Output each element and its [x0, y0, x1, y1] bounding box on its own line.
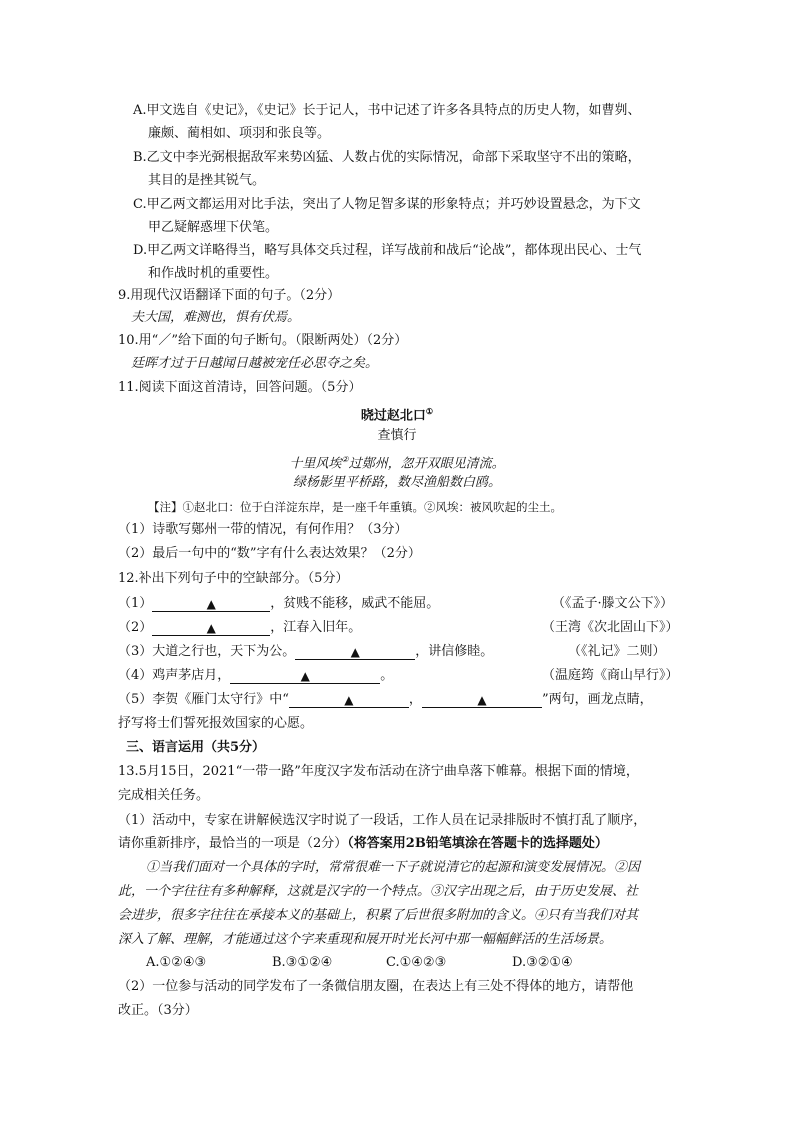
q12-item-5-c: ”两句，画龙点睛，: [541, 692, 653, 707]
q12-item-1-blank[interactable]: [152, 596, 270, 612]
poem-title: [0, 403, 794, 424]
poem-line-2: 绿杨影里平桥路，数尽渔船数白鸥。: [292, 475, 501, 490]
q8-option-a-line1: A.甲文选自《史记》，《史记》长于记人，书中记述了许多各具特点的历史人物，如曹刿、: [133, 103, 641, 118]
q12-item-4-text: 。: [380, 668, 394, 683]
q13-option-b: B.③①②④: [272, 955, 333, 970]
q12-item-4-blank[interactable]: [230, 668, 380, 684]
q13-sub2-line2: 改正。（3分）: [118, 1003, 198, 1018]
q13-option-d: D.③②①④: [512, 955, 573, 970]
q9-text: 夫大国，难测也，惧有伏焉。: [131, 310, 301, 325]
q12-item-5: [118, 692, 653, 708]
q13-sub2-line1: （2）一位参与活动的同学发布了一条微信朋友圈，在表达上有三处不得体的地方，请帮他: [118, 979, 634, 994]
answer-marker-icon: ▲: [344, 693, 354, 707]
answer-marker-icon: ▲: [206, 597, 216, 611]
poem-line-1: [0, 452, 794, 472]
q12-item-1-text: ，贫贱不能移，威武不能屈。: [270, 596, 440, 611]
q12-item-2: [118, 620, 361, 636]
q12-item-5-line2: 抒写将士们誓死报效国家的心愿。: [118, 716, 314, 731]
q12-item-4: [118, 668, 393, 684]
q12-item-1-num: （1）: [118, 596, 153, 611]
q8-option-c-line2: 甲乙疑解惑埋下伏笔。: [148, 220, 279, 235]
q13-option-a: A.①②④③: [146, 955, 207, 970]
q12-item-2-source: （王湾《次北固山下》）: [542, 620, 679, 635]
poem-title-note-mark: ①: [425, 406, 434, 416]
answer-marker-icon: ▲: [350, 645, 360, 659]
q13-sub1-line1: （1）活动中，专家在讲解候选汉字时说了一段话，工作人员在记录排版时不慎打乱了顺序，: [118, 813, 647, 828]
q12-item-5-b: ，: [408, 692, 422, 707]
q9-prompt: 9.用现代汉语翻译下面的句子。（2分）: [118, 288, 341, 303]
q12-item-3-num: （3）: [118, 644, 153, 659]
q12-item-1-source: （《孟子·滕文公下》）: [552, 596, 674, 611]
q12-item-5-blank-2[interactable]: [422, 692, 542, 708]
poem-note: 【注】①赵北口：位于白洋淀东岸，是一座千年重镇。②风埃：被风吹起的尘土。: [148, 500, 562, 514]
q12-item-3-source: （《礼记》二则）: [568, 644, 666, 659]
q13-passage-line1: ①当我们面对一个具体的字时，常常很难一下子就说清它的起源和演变发展情况。②因: [146, 860, 641, 875]
q8-option-c-line1: C.甲乙两文都运用对比手法，突出了人物足智多谋的形象特点；并巧妙设置悬念，为下文: [133, 197, 641, 212]
q8-option-d-line1: D.甲乙两文详略得当，略写具体交兵过程，详写战前和战后“论战”，都体现出民心、士气: [133, 243, 642, 258]
q12-item-3-before: 大道之行也，天下为公。: [152, 644, 296, 659]
q10-text: 廷晖才过于日越闻日越被宠任必思夺之矣。: [131, 356, 379, 371]
q12-item-4-num: （4）: [118, 668, 153, 683]
q12-item-2-num: （2）: [118, 620, 153, 635]
q10-prompt: 10.用“／”给下面的句子断句。（限断两处）（2分）: [118, 333, 408, 348]
q13-passage-line2: 此，一个字往往有多种解释，这就是汉字的一个特点。③汉字出现之后，由于历史发展、社: [118, 884, 639, 899]
q12-item-4-source: （温庭筠《商山早行》）: [542, 668, 679, 683]
q13-sub1-line2: [118, 836, 608, 852]
q12-item-5-blank-1[interactable]: [289, 692, 409, 708]
q12-item-4-before: 鸡声茅店月，: [152, 668, 231, 683]
q12-item-1: [118, 596, 439, 612]
q13-intro-line1: 13.5月15日，2021“一带一路”年度汉字发布活动在济宁曲阜落下帷幕。根据下面的情境，: [118, 764, 639, 779]
answer-marker-icon: ▲: [300, 669, 310, 683]
q11-prompt: 11.阅读下面这首清诗，回答问题。（5分）: [118, 380, 362, 395]
answer-marker-icon: ▲: [206, 621, 216, 635]
q12-item-5-a: （5）李贺《雁门太守行》中“: [118, 692, 289, 707]
section-3-heading: 三、语言运用（共5分）: [126, 740, 266, 755]
q13-intro-line2: 完成相关任务。: [118, 788, 210, 803]
q12-item-3-blank[interactable]: [295, 644, 415, 660]
poem-author: 查慎行: [377, 428, 417, 443]
q13-option-c: C.①④②③: [386, 955, 447, 970]
poem-title-text: 晓过赵北口: [360, 408, 426, 424]
poem-line-1-a: 十里风埃: [289, 456, 342, 472]
q12-prompt: 12.补出下列句子中的空缺部分。（5分）: [118, 571, 349, 586]
answer-marker-icon: ▲: [477, 693, 487, 707]
q8-option-a-line2: 廉颇、蔺相如、项羽和张良等。: [148, 126, 331, 141]
q8-option-d-line2: 和作战时机的重要性。: [148, 266, 279, 281]
q11-sub1: （1）诗歌写鄚州一带的情况，有何作用？（3分）: [118, 522, 408, 537]
q12-item-3: [118, 644, 493, 660]
q8-option-b-line1: B.乙文中李光弼根据敌军来势凶猛、人数占优的实际情况，命部下采取坚守不出的策略，: [133, 150, 641, 165]
q8-option-b-line2: 其目的是挫其锐气。: [148, 173, 266, 188]
q12-item-2-blank[interactable]: [152, 620, 270, 636]
q11-sub2: （2）最后一句中的“数”字有什么表达效果？（2分）: [118, 546, 421, 561]
q13-passage-line3: 会进步，很多字往往在承接本义的基础上，积累了后世很多附加的含义。④只有当我们对其: [118, 908, 639, 923]
poem-line-1-note-mark: ②: [341, 455, 349, 464]
q13-sub1-line2-text: 请你重新排序，最恰当的一项是（2分）: [118, 836, 348, 851]
q13-passage-line4: 深入了解、理解，才能通过这个字来重现和展开时光长河中那一幅幅鲜活的生活场景。: [118, 932, 613, 947]
poem-line-1-b: 过鄚州，忽开双眼见清流。: [348, 456, 505, 472]
q12-item-2-text: ，江春入旧年。: [270, 620, 362, 635]
q13-sub1-instruction: （将答案用2B铅笔填涂在答题卡的选择题处）: [347, 836, 608, 851]
q12-item-3-text: ，讲信修睦。: [415, 644, 494, 659]
